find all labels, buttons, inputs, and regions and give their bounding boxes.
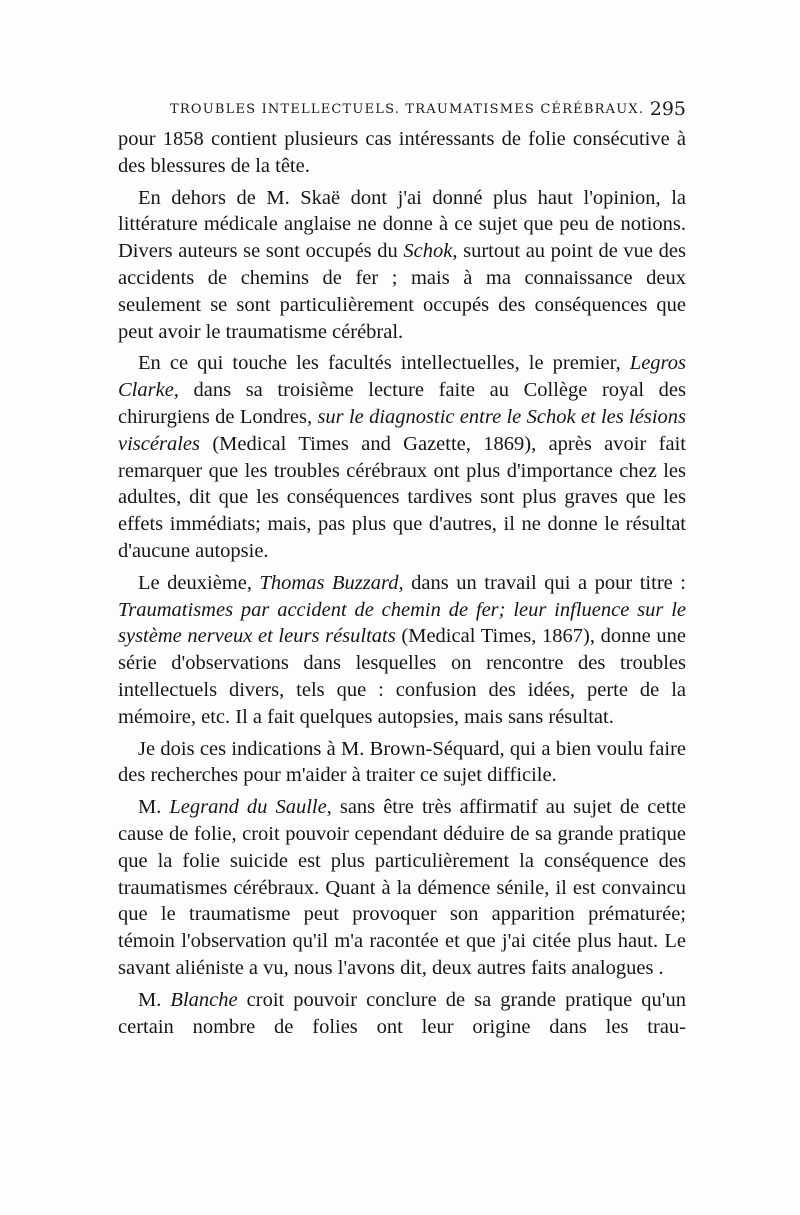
text-segment: (Medical Times and Gazette, 1869), après avoir fait remarquer que les troubles cérébraux ont plus d'importance chez les adultes, dit que les conséquences tardives sont plus graves que les effets immédiats; mais, pas plus que d'autres, il ne donne le résultat d'aucune autopsie.: [118, 432, 686, 562]
paragraph: [118, 987, 686, 1041]
running-title: TROUBLES INTELLECTUELS. TRAUMATISMES CÉRÉBRAUX.: [170, 102, 645, 117]
paragraph: [118, 126, 686, 180]
text-segment: dans un travail qui a pour titre :: [403, 571, 686, 594]
text-segment: M.: [138, 988, 171, 1011]
italic-text: sur le diagnostic entre le Schok et les lésions viscérales: [118, 405, 687, 455]
text-segment: surtout au point de vue des accidents de chemins de fer ; mais à ma connaissance deux seulement se sont particulièrement occupés des conséquences que peut avoir le traumatisme cérébral.: [118, 240, 686, 343]
text-segment: Je dois ces indications à M. Brown-Séquard, qui a bien voulu faire des recherches pour m'aider à traiter ce sujet difficile.: [118, 737, 686, 787]
text-segment: M.: [138, 796, 170, 819]
paragraph: [118, 185, 686, 346]
italic-text: Blanche: [170, 988, 238, 1011]
text-segment: Le deuxième,: [138, 571, 260, 594]
text-segment: En ce qui touche les facultés intellectuelles, le premier,: [138, 352, 630, 375]
italic-text: Thomas Buzzard,: [259, 571, 404, 594]
italic-text: Schok,: [403, 240, 458, 263]
italic-text: Legros Clarke,: [118, 352, 686, 402]
italic-text: Legrand du Saulle,: [169, 796, 332, 819]
text-segment: En dehors de M. Skaë dont j'ai donné plus haut l'opinion, la littérature médicale anglaise ne donne à ce sujet que peu de notions. Divers auteurs se sont occupés du: [118, 186, 686, 263]
body-text: [118, 126, 686, 1045]
running-head: [118, 98, 686, 124]
paragraph: [118, 794, 686, 982]
text-segment: (Medical Times, 1867), donne une série d'observations dans lesquelles on rencontre des troubles intellectuels divers, tels que : confusion des idées, perte de la mémoire, etc. Il a fait quelques autopsies, mais sans résultat.: [118, 625, 687, 728]
paragraph: [118, 570, 686, 731]
text-segment: dans sa troisième lecture faite au Collège royal des chirurgiens de Londres,: [118, 379, 686, 428]
text-segment: pour 1858 contient plusieurs cas intéressants de folie consécutive à des blessures de la tête.: [118, 128, 686, 177]
page-number: 295: [649, 98, 686, 120]
text-segment: croit pouvoir conclure de sa grande pratique qu'un certain nombre de folies ont leur origine dans les trau-: [118, 988, 687, 1038]
paragraph: [118, 736, 686, 790]
italic-text: Traumatismes par accident de chemin de fer; leur influence sur le système nerveux et leurs résultats: [118, 598, 686, 648]
text-segment: sans être très affirmatif au sujet de cette cause de folie, croit pouvoir cependant déduire de sa grande pratique que la folie suicide est plus particulièrement la conséquence des traumatismes cérébraux. Quant à la démence sénile, il est convaincu que le traumatisme peut provoquer son apparition prématurée; témoin l'observation qu'il m'a racontée et que j'ai citée plus haut. Le savant aliéniste a vu, nous l'avons dit, deux autres faits analogues .: [118, 796, 686, 979]
paragraph: [118, 350, 686, 564]
